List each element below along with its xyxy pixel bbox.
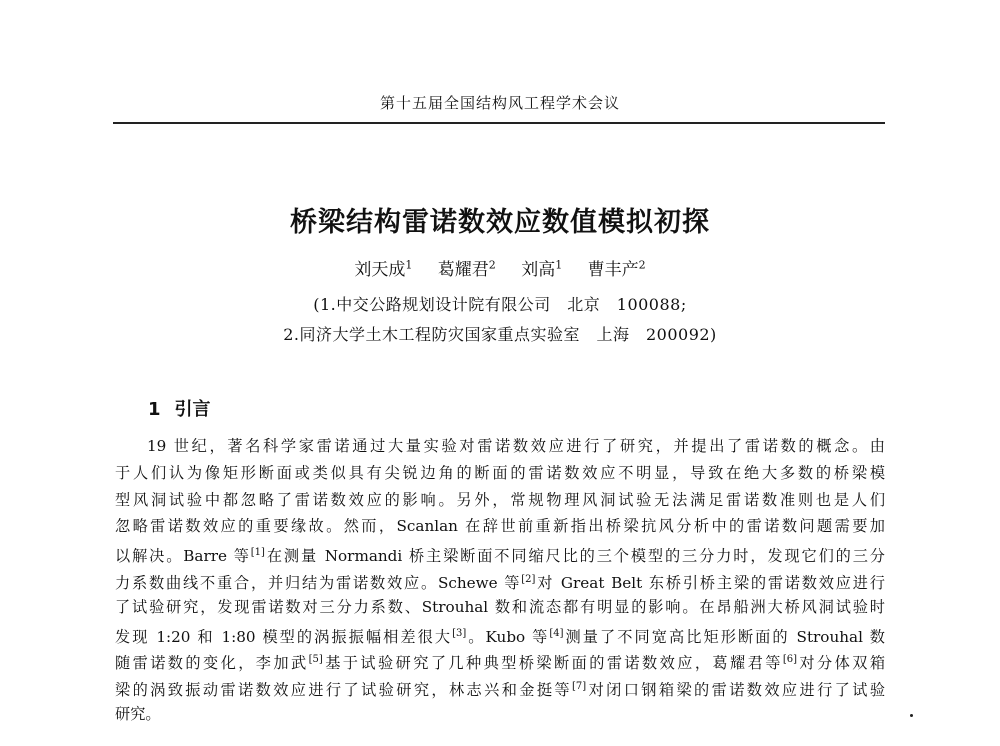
- text-segment: 随雷诺数的变化，李加武: [115, 654, 309, 673]
- section-title: 引言: [174, 399, 211, 420]
- author-name: 曹丰产: [587, 260, 639, 280]
- author-affiliation-mark: 2: [488, 258, 496, 272]
- affiliation-2: 2.同济大学土木工程防灾国家重点实验室 上海 200092): [283, 325, 717, 344]
- author-affiliation-mark: 1: [555, 258, 563, 272]
- text-segment: 力系数曲线不重合，并归结为雷诺数效应。Schewe 等: [115, 574, 522, 593]
- paragraph-line: [115, 650, 885, 673]
- paragraph-line: [115, 597, 885, 617]
- text-segment: 。Kubo 等: [466, 627, 550, 646]
- text-segment: 梁的涡致振动雷诺数效应进行了试验研究，林志兴和金挺等: [115, 681, 573, 700]
- section-number: 1: [148, 399, 161, 420]
- paragraph-line: [147, 436, 885, 456]
- author: [588, 260, 646, 280]
- header-rule: [113, 122, 885, 124]
- text-segment: 基于试验研究了几种典型桥梁断面的雷诺数效应，葛耀君等: [322, 654, 783, 673]
- text-segment: 型风洞试验中都忽略了雷诺数效应的影响。另外，常规物理风洞试验无法满足雷诺数准则也是人们: [115, 490, 885, 509]
- affiliation-1: (1.中交公路规划设计院有限公司 北京 100088;: [313, 295, 687, 314]
- paragraph-line: [115, 463, 885, 483]
- running-header: 第十五届全国结构风工程学术会议: [379, 94, 620, 112]
- text-segment: 以解决。Barre 等: [115, 547, 251, 566]
- paragraph-line: [115, 570, 885, 593]
- citation-ref: [5]: [308, 654, 323, 666]
- author-affiliation-mark: 2: [638, 258, 646, 272]
- section-heading: [148, 395, 211, 421]
- author-list: [0, 255, 1000, 280]
- paragraph-line: [115, 677, 885, 700]
- author-name: 刘天成: [354, 260, 406, 280]
- text-segment: 忽略雷诺数效应的重要缘故。然而，Scanlan 在辞世前重新指出桥梁抗风分析中的雷诺数问题需要加: [115, 517, 885, 536]
- author-affiliation-mark: 1: [405, 258, 413, 272]
- citation-ref: [4]: [549, 627, 564, 639]
- paper-title: 桥梁结构雷诺数效应数值模拟初探: [290, 207, 710, 238]
- stray-mark: [910, 714, 913, 717]
- text-segment: 对分体双箱: [797, 654, 886, 673]
- text-segment: 在测量 Normandi 桥主梁断面不同缩尺比的三个模型的三分力时，发现它们的三分: [264, 547, 885, 566]
- author: [521, 260, 562, 280]
- author: [438, 260, 496, 280]
- text-segment: 发现 1:20 和 1:80 模型的涡振振幅相差很大: [115, 627, 453, 646]
- paragraph-line: [115, 704, 161, 724]
- paragraph-line: [115, 543, 885, 566]
- text-segment: 对 Great Belt 东桥引桥主梁的雷诺数效应进行: [535, 574, 885, 593]
- citation-ref: [6]: [782, 654, 798, 666]
- author: [354, 260, 412, 280]
- text-segment: 研究。: [115, 705, 161, 723]
- author-name: 刘高: [521, 260, 556, 280]
- text-segment: 测量了不同宽高比矩形断面的 Strouhal 数: [563, 627, 885, 646]
- text-segment: 对闭口钢箱梁的雷诺数效应进行了试验: [586, 681, 886, 700]
- paragraph-line: [115, 490, 885, 510]
- paragraph-line: [115, 516, 885, 536]
- citation-ref: [3]: [452, 627, 467, 639]
- text-segment: 于人们认为像矩形断面或类似具有尖锐边角的断面的雷诺数效应不明显，导致在绝大多数的桥梁模: [115, 463, 885, 482]
- citation-ref: [1]: [250, 547, 265, 559]
- author-name: 葛耀君: [437, 260, 489, 280]
- citation-ref: [7]: [572, 681, 587, 693]
- text-segment: 了试验研究，发现雷诺数对三分力系数、Strouhal 数和流态都有明显的影响。在昂船洲大桥风洞试验时: [115, 597, 885, 616]
- citation-ref: [2]: [521, 574, 536, 585]
- text-segment: 19 世纪，著名科学家雷诺通过大量实验对雷诺数效应进行了研究，并提出了雷诺数的概念。由: [147, 437, 885, 455]
- paragraph-line: [115, 624, 885, 647]
